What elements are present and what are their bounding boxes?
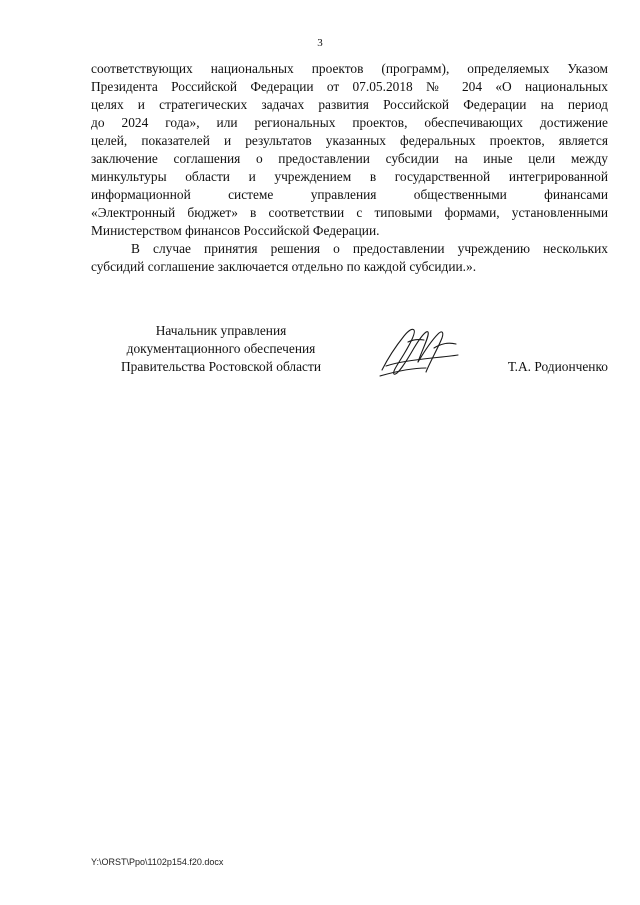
body-line: целях и стратегических задачах развития Российской Федерации на период [91,97,608,112]
signer-title [91,322,351,376]
signer-title-line: Начальник управления [155,323,287,338]
signer-title-line: документационного обеспечения [126,341,316,356]
signer-title-line: Правительства Ростовской области [120,359,322,374]
handwritten-signature [374,318,464,388]
body-line: заключение соглашения о предоставлении субсидии на иные цели между [91,151,608,166]
body-line: субсидий соглашение заключается отдельно по каждой субсидии.». [91,259,477,274]
body-line: «Электронный бюджет» в соответствии с типовыми формами, установленными [91,205,608,220]
body-line: до 2024 года», или региональных проектов, обеспечивающих достижение [91,115,608,130]
body-line: соответствующих национальных проектов (программ), определяемых Указом [91,61,608,76]
file-path: Y:\ORST\Ppo\1102p154.f20.docx [91,857,224,867]
signer-name: Т.А. Родионченко [507,359,608,374]
document-body [91,60,608,276]
signature-block [91,322,608,402]
body-line: Президента Российской Федерации от 07.05.2018 № 204 «О национальных [91,79,608,94]
page-number: 3 [317,37,323,49]
body-line: минкультуры области и учреждением в государственной интегрированной [91,169,608,184]
body-line: целей, показателей и результатов указанных федеральных проектов, является [91,133,608,148]
body-line: Министерством финансов Российской Федерации. [91,223,380,238]
body-line: информационной системе управления общественными финансами [91,187,608,202]
body-line: В случае принятия решения о предоставлении учреждению нескольких [131,241,608,256]
